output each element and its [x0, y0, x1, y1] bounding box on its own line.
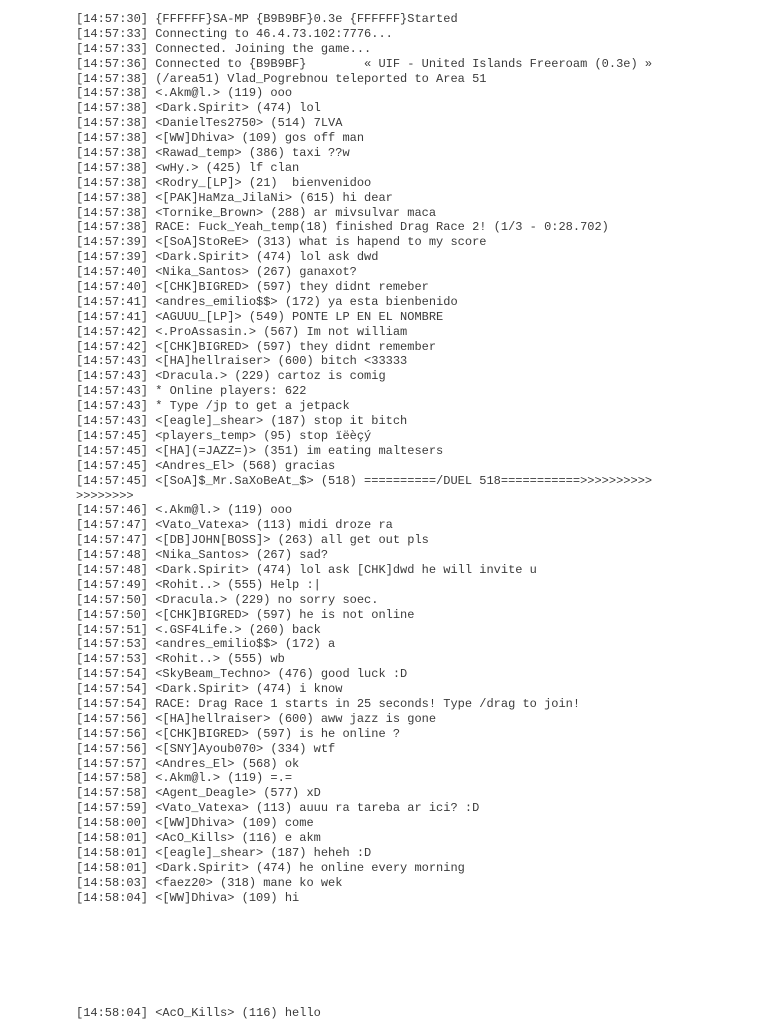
chat-log-line: [14:57:56] <[CHK]BIGRED> (597) is he online ?	[76, 726, 401, 741]
chat-log-line: [14:57:43] * Online players: 622	[76, 384, 307, 399]
chat-log-line: [14:57:50] <[CHK]BIGRED> (597) he is not online	[76, 607, 415, 622]
chat-log	[76, 12, 756, 905]
chat-log-line: [14:57:39] <Dark.Spirit> (474) lol ask dwd	[76, 250, 379, 265]
chat-log-line: [14:57:38] <Dark.Spirit> (474) lol	[76, 101, 321, 116]
chat-log-line: [14:57:43] <[eagle]_shear> (187) stop it bitch	[76, 414, 408, 429]
chat-log-line: [14:57:46] <.Akm@l.> (119) ooo	[76, 503, 293, 518]
chat-log-line: [14:58:01] <[eagle]_shear> (187) heheh :D	[76, 845, 372, 860]
chat-log-line: [14:57:38] <DanielTes2750> (514) 7LVA	[76, 116, 343, 131]
chat-log-line: [14:57:42] <.ProAssasin.> (567) Im not william	[76, 324, 408, 339]
chat-log-line: [14:57:38] <[PAK]HaMza_JilaNi> (615) hi dear	[76, 190, 393, 205]
chat-log-line: [14:57:50] <Dracula.> (229) no sorry soec.	[76, 592, 379, 607]
chat-log-line: [14:57:58] <.Akm@l.> (119) =.=	[76, 771, 293, 786]
chat-log-line: [14:57:43] <[HA]hellraiser> (600) bitch <33333	[76, 354, 408, 369]
chat-log-line: [14:57:51] <.GSF4Life.> (260) back	[76, 622, 321, 637]
chat-log-line: [14:57:45] <players_temp> (95) stop ïëèçý	[76, 428, 372, 443]
chat-log-line: [14:57:43] * Type /jp to get a jetpack	[76, 399, 350, 414]
chat-log-line: [14:57:38] (/area51) Vlad_Pogrebnou teleported to Area 51	[76, 71, 487, 86]
chat-log-line: [14:57:45] <[HA](=JAZZ=)> (351) im eating maltesers	[76, 443, 444, 458]
chat-log-line: [14:57:48] <Nika_Santos> (267) sad?	[76, 548, 329, 563]
chat-log-line: [14:57:38] <[WW]Dhiva> (109) gos off man	[76, 131, 365, 146]
chat-log-line: [14:57:58] <Agent_Deagle> (577) xD	[76, 786, 321, 801]
chat-log-last-line: [14:58:04] <AcO_Kills> (116) hello	[76, 1006, 321, 1020]
chat-log-line: [14:57:38] <Rawad_temp> (386) taxi ??w	[76, 146, 350, 161]
chat-log-line: [14:57:39] <[SoA]StoReE> (313) what is hapend to my score	[76, 235, 487, 250]
chat-log-line: [14:57:54] <Dark.Spirit> (474) i know	[76, 682, 343, 697]
chat-log-line: [14:57:48] <Dark.Spirit> (474) lol ask [CHK]dwd he will invite u	[76, 562, 537, 577]
chat-log-line: [14:57:45] <[SoA]$_Mr.SaXoBeAt_$> (518) ==========/DUEL 518===========>>>>>>>>>>	[76, 473, 653, 488]
chat-log-line: [14:57:38] <Rodry_[LP]> (21) bienvenidoo	[76, 175, 372, 190]
chat-log-line: >>>>>>>>	[76, 488, 134, 503]
chat-log-line: [14:57:45] <Andres_El> (568) gracias	[76, 458, 336, 473]
chat-log-line: [14:57:38] <.Akm@l.> (119) ooo	[76, 86, 293, 101]
chat-log-line: [14:57:47] <[DB]JOHN[BOSS]> (263) all get out pls	[76, 533, 429, 548]
chat-log-line: [14:57:54] <SkyBeam_Techno> (476) good luck :D	[76, 667, 408, 682]
chat-log-line: [14:57:38] RACE: Fuck_Yeah_temp(18) finished Drag Race 2! (1/3 - 0:28.702)	[76, 220, 609, 235]
chat-log-line: [14:57:54] RACE: Drag Race 1 starts in 25 seconds! Type /drag to join!	[76, 696, 581, 711]
chat-log-line: [14:57:33] Connecting to 46.4.73.102:7776...	[76, 26, 393, 41]
chat-log-line: [14:58:01] <Dark.Spirit> (474) he online every morning	[76, 860, 465, 875]
chat-log-line: [14:57:30] {FFFFFF}SA-MP {B9B9BF}0.3e {FFFFFF}Started	[76, 12, 458, 26]
chat-log-line: [14:57:40] <[CHK]BIGRED> (597) they didnt remeber	[76, 280, 429, 295]
chat-log-line: [14:58:00] <[WW]Dhiva> (109) come	[76, 816, 314, 831]
chat-log-line: [14:57:42] <[CHK]BIGRED> (597) they didnt remember	[76, 339, 437, 354]
chat-log-line: [14:57:40] <Nika_Santos> (267) ganaxot?	[76, 265, 357, 280]
chat-log-line: [14:57:53] <andres_emilio$$> (172) a	[76, 637, 336, 652]
chat-log-line: [14:57:56] <[HA]hellraiser> (600) aww jazz is gone	[76, 711, 437, 726]
chat-log-line: [14:57:49] <Rohit..> (555) Help :|	[76, 577, 321, 592]
chat-log-line: [14:57:41] <andres_emilio$$> (172) ya esta bienbenido	[76, 294, 458, 309]
chat-log-line: [14:57:57] <Andres_El> (568) ok	[76, 756, 300, 771]
chat-log-line: [14:57:41] <AGUUU_[LP]> (549) PONTE LP EN EL NOMBRE	[76, 309, 444, 324]
chat-log-line: [14:58:03] <faez20> (318) mane ko wek	[76, 875, 343, 890]
chat-log-line: [14:57:53] <Rohit..> (555) wb	[76, 652, 285, 667]
chat-log-line: [14:57:38] <Tornike_Brown> (288) ar mivsulvar maca	[76, 205, 437, 220]
chat-log-line: [14:57:47] <Vato_Vatexa> (113) midi droze ra	[76, 518, 393, 533]
chat-log-line: [14:57:33] Connected. Joining the game...	[76, 41, 372, 56]
chat-log-line: [14:57:38] <wHy.> (425) lf clan	[76, 160, 300, 175]
chat-log-line: [14:58:04] <[WW]Dhiva> (109) hi	[76, 890, 300, 905]
chat-log-line: [14:57:56] <[SNY]Ayoub070> (334) wtf	[76, 741, 336, 756]
chat-log-line: [14:58:01] <AcO_Kills> (116) e akm	[76, 830, 321, 845]
chat-log-line: [14:57:36] Connected to {B9B9BF} « UIF - United Islands Freeroam (0.3e) »	[76, 56, 653, 71]
chat-log-line: [14:57:59] <Vato_Vatexa> (113) auuu ra tareba ar ici? :D	[76, 801, 480, 816]
chat-log-line: [14:57:43] <Dracula.> (229) cartoz is comig	[76, 369, 386, 384]
